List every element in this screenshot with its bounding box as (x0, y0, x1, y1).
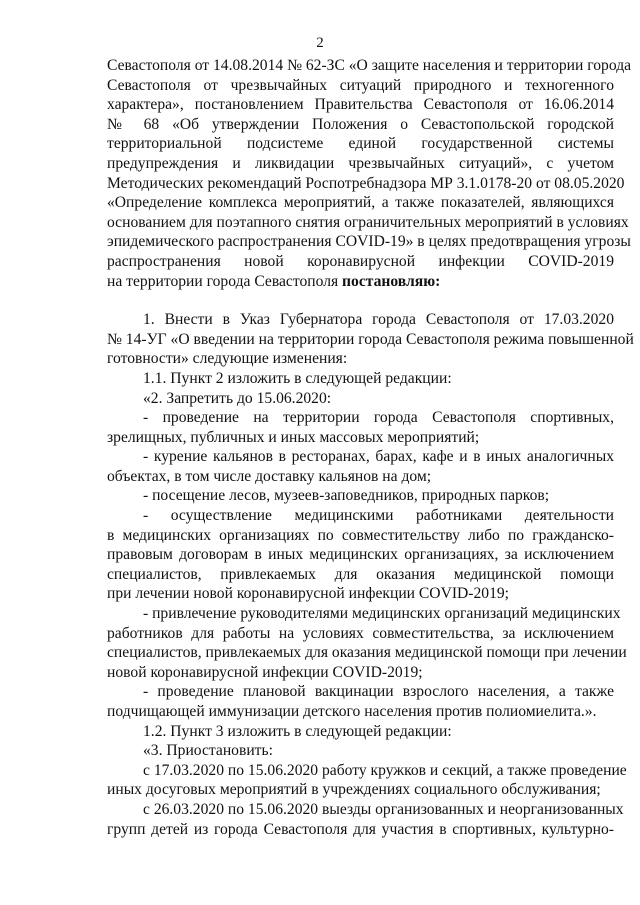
text-line: 1.2. Пункт 3 изложить в следующей редакции: (143, 722, 452, 740)
text-line: № 68 «Об утверждении Положения о Севастопольской городской (107, 115, 614, 133)
text-line: «2. Запретить до 15.06.2020: (143, 389, 332, 407)
text-line: групп детей из города Севастополя для участия в спортивных, культурно- (107, 820, 614, 838)
text-line: в медицинских организациях по совместительству либо по гражданско- (107, 526, 614, 544)
text-line: - курение кальянов в ресторанах, барах, кафе и в иных аналогичных (143, 448, 614, 466)
text-line: Севастополя от 14.08.2014 № 62-ЗС «О защите населения и территории города (107, 57, 632, 74)
clause-2-heading (107, 389, 614, 409)
text-line: распространения новой коронавирусной инфекции COVID-2019 (107, 252, 614, 270)
text-line: - осуществление медицинскими работниками деятельности (143, 507, 614, 525)
list-item (107, 604, 627, 682)
text-line: подчищающей иммунизации детского населения против полиомиелита.». (107, 703, 597, 720)
text-line: с 17.03.2020 по 15.06.2020 работу кружков и секций, а также проведение (143, 761, 627, 779)
text-line: работников для работы на условиях совместительства, за исключением (107, 624, 614, 642)
text-line: 1. Внести в Указ Губернатора города Севастополя от 17.03.2020 (143, 311, 614, 329)
text-line: при лечении новой коронавирусной инфекции COVID-2019; (107, 585, 509, 603)
text-line: предупреждения и ликвидации чрезвычайных ситуаций», с учетом (107, 154, 614, 172)
clause-3-heading (107, 741, 614, 761)
text-line: территориальной подсистеме единой государственной системы (107, 135, 614, 153)
text-line: с 26.03.2020 по 15.06.2020 выезды организованных и неорганизованных (143, 800, 624, 818)
item-1-2-paragraph (107, 722, 614, 742)
text-line: объектах, в том числе доставку кальянов на дом; (107, 467, 432, 485)
list-item (107, 800, 624, 839)
text-line: № 14-УГ «О введении на территории города Севастополя режима повышенной (107, 330, 634, 348)
list-item (107, 761, 627, 800)
preamble-paragraph (107, 56, 632, 291)
text-line: специалистов, привлекаемых для оказания медицинской помощи при лечении (107, 644, 627, 662)
text-line: - привлечение руководителями медицинских организаций медицинских (143, 605, 621, 623)
text-line: Севастополя от чрезвычайных ситуаций природного и техногенного (107, 76, 614, 94)
text-line: «3. Приостановить: (143, 742, 273, 760)
decree-keyword: постановляю: (342, 272, 441, 290)
list-item (107, 408, 614, 447)
list-item (107, 682, 614, 721)
item-1-1-paragraph (107, 369, 614, 389)
text-line (107, 272, 614, 292)
page-number: 2 (316, 35, 324, 51)
text-line: 1.1. Пункт 2 изложить в следующей редакции: (143, 369, 452, 387)
text-line: - проведение на территории города Севастополя спортивных, (143, 409, 614, 427)
text-line: - проведение плановой вакцинации взрослого населения, а также (143, 683, 614, 701)
text-line: эпидемического распространения COVID-19» в целях предотвращения угрозы (107, 233, 631, 251)
text-line: характера», постановлением Правительства Севастополя от 16.06.2014 (107, 96, 614, 114)
list-item (107, 506, 614, 604)
text-line: готовности» следующие изменения: (107, 350, 348, 368)
text-line: Методических рекомендаций Роспотребнадзора МР 3.1.0178-20 от 08.05.2020 (107, 174, 625, 192)
text-line: новой коронавирусной инфекции COVID-2019; (107, 663, 423, 681)
text-line: основанием для поэтапного снятия ограничительных мероприятий в условиях (107, 213, 629, 231)
list-item (107, 447, 614, 486)
document-body (107, 56, 634, 839)
text-line: специалистов, привлекаемых для оказания медицинской помощи (107, 565, 614, 583)
decree-text: на территории города Севастополя (107, 272, 343, 290)
text-line: «Определение комплекса мероприятий, а также показателей, являющихся (107, 194, 614, 212)
text-line: зрелищных, публичных и иных массовых мероприятий; (107, 428, 480, 446)
text-line: иных досуговых мероприятий в учреждениях социального обслуживания; (107, 781, 601, 799)
item-1-paragraph (107, 310, 634, 369)
text-line: правовым договорам в иных медицинских организациях, за исключением (107, 546, 614, 564)
text-line: - посещение лесов, музеев-заповедников, природных парков; (143, 487, 550, 505)
list-item (107, 486, 614, 506)
